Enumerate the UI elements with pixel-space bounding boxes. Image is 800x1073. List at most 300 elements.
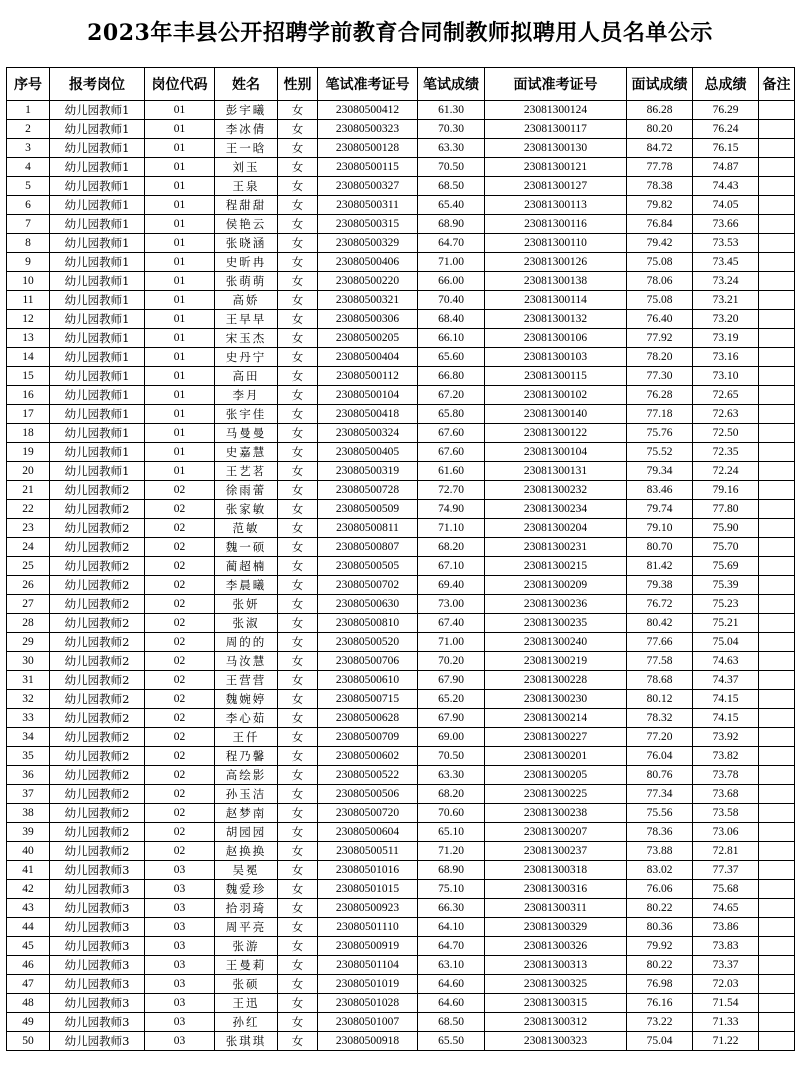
table-row (7, 329, 795, 348)
cell-name: 程乃馨 (215, 747, 278, 766)
cell-written-score: 67.10 (418, 557, 485, 576)
cell-name: 马曼曼 (215, 424, 278, 443)
cell-gender: 女 (278, 310, 318, 329)
cell-remarks (759, 557, 795, 576)
cell-written-exam-id: 23080500810 (318, 614, 418, 633)
cell-gender: 女 (278, 766, 318, 785)
cell-seq: 9 (7, 253, 50, 272)
cell-name: 范敏 (215, 519, 278, 538)
cell-position-code: 01 (145, 272, 215, 291)
cell-position: 幼儿园教师1 (50, 462, 145, 481)
cell-interview-score: 86.28 (627, 101, 693, 120)
cell-name: 高娇 (215, 291, 278, 310)
cell-gender: 女 (278, 101, 318, 120)
cell-written-exam-id: 23080500306 (318, 310, 418, 329)
cell-seq: 12 (7, 310, 50, 329)
cell-remarks (759, 329, 795, 348)
cell-interview-id: 23081300325 (485, 975, 627, 994)
cell-total-score: 73.86 (693, 918, 759, 937)
cell-written-score: 71.20 (418, 842, 485, 861)
cell-position: 幼儿园教师1 (50, 253, 145, 272)
table-row (7, 120, 795, 139)
cell-remarks (759, 842, 795, 861)
cell-seq: 27 (7, 595, 50, 614)
cell-written-exam-id: 23080500321 (318, 291, 418, 310)
cell-written-score: 66.30 (418, 899, 485, 918)
cell-position-code: 02 (145, 766, 215, 785)
cell-position-code: 02 (145, 500, 215, 519)
cell-interview-score: 78.32 (627, 709, 693, 728)
cell-interview-id: 23081300230 (485, 690, 627, 709)
cell-name: 李冰倩 (215, 120, 278, 139)
table-row (7, 899, 795, 918)
cell-position-code: 03 (145, 918, 215, 937)
cell-written-score: 65.50 (418, 1032, 485, 1051)
cell-written-exam-id: 23080500509 (318, 500, 418, 519)
cell-name: 张游 (215, 937, 278, 956)
cell-written-exam-id: 23080500706 (318, 652, 418, 671)
cell-seq: 50 (7, 1032, 50, 1051)
cell-written-score: 65.80 (418, 405, 485, 424)
cell-written-score: 72.70 (418, 481, 485, 500)
cell-position-code: 01 (145, 120, 215, 139)
cell-total-score: 72.03 (693, 975, 759, 994)
cell-written-exam-id: 23080500715 (318, 690, 418, 709)
table-row (7, 291, 795, 310)
cell-total-score: 75.68 (693, 880, 759, 899)
cell-interview-id: 23081300113 (485, 196, 627, 215)
cell-interview-id: 23081300122 (485, 424, 627, 443)
cell-interview-score: 76.84 (627, 215, 693, 234)
cell-interview-score: 79.10 (627, 519, 693, 538)
cell-position: 幼儿园教师2 (50, 519, 145, 538)
cell-interview-id: 23081300124 (485, 101, 627, 120)
cell-seq: 3 (7, 139, 50, 158)
table-row (7, 766, 795, 785)
cell-position-code: 01 (145, 177, 215, 196)
cell-position-code: 03 (145, 975, 215, 994)
cell-position-code: 01 (145, 329, 215, 348)
table-row (7, 538, 795, 557)
cell-remarks (759, 177, 795, 196)
cell-written-score: 64.10 (418, 918, 485, 937)
cell-name: 王曼莉 (215, 956, 278, 975)
cell-gender: 女 (278, 291, 318, 310)
cell-seq: 4 (7, 158, 50, 177)
cell-written-exam-id: 23080500220 (318, 272, 418, 291)
cell-interview-id: 23081300237 (485, 842, 627, 861)
cell-written-score: 68.90 (418, 861, 485, 880)
cell-interview-score: 76.72 (627, 595, 693, 614)
cell-written-exam-id: 23080500807 (318, 538, 418, 557)
cell-remarks (759, 823, 795, 842)
cell-interview-id: 23081300207 (485, 823, 627, 842)
cell-interview-score: 80.76 (627, 766, 693, 785)
cell-interview-id: 23081300130 (485, 139, 627, 158)
cell-name: 张淑 (215, 614, 278, 633)
cell-total-score: 72.65 (693, 386, 759, 405)
cell-seq: 6 (7, 196, 50, 215)
cell-written-score: 66.10 (418, 329, 485, 348)
table-row (7, 158, 795, 177)
cell-interview-id: 23081300238 (485, 804, 627, 823)
cell-written-exam-id: 23080500918 (318, 1032, 418, 1051)
cell-interview-id: 23081300240 (485, 633, 627, 652)
cell-gender: 女 (278, 253, 318, 272)
cell-gender: 女 (278, 462, 318, 481)
cell-interview-id: 23081300115 (485, 367, 627, 386)
cell-gender: 女 (278, 500, 318, 519)
cell-remarks (759, 215, 795, 234)
cell-interview-id: 23081300214 (485, 709, 627, 728)
cell-written-exam-id: 23080501110 (318, 918, 418, 937)
cell-total-score: 75.04 (693, 633, 759, 652)
cell-total-score: 72.81 (693, 842, 759, 861)
cell-remarks (759, 1013, 795, 1032)
cell-name: 王艺茗 (215, 462, 278, 481)
cell-written-exam-id: 23080500315 (318, 215, 418, 234)
cell-total-score: 73.10 (693, 367, 759, 386)
cell-written-score: 70.30 (418, 120, 485, 139)
table-row (7, 481, 795, 500)
cell-interview-id: 23081300138 (485, 272, 627, 291)
cell-total-score: 73.21 (693, 291, 759, 310)
cell-seq: 32 (7, 690, 50, 709)
cell-remarks (759, 462, 795, 481)
cell-seq: 15 (7, 367, 50, 386)
cell-interview-score: 77.30 (627, 367, 693, 386)
cell-written-score: 73.00 (418, 595, 485, 614)
cell-position: 幼儿园教师1 (50, 310, 145, 329)
cell-interview-id: 23081300114 (485, 291, 627, 310)
cell-position: 幼儿园教师1 (50, 272, 145, 291)
cell-written-exam-id: 23080500919 (318, 937, 418, 956)
cell-remarks (759, 424, 795, 443)
cell-written-score: 70.20 (418, 652, 485, 671)
cell-seq: 39 (7, 823, 50, 842)
cell-interview-id: 23081300127 (485, 177, 627, 196)
cell-seq: 29 (7, 633, 50, 652)
cell-position-code: 02 (145, 804, 215, 823)
cell-interview-id: 23081300205 (485, 766, 627, 785)
cell-total-score: 74.63 (693, 652, 759, 671)
cell-written-exam-id: 23080500602 (318, 747, 418, 766)
cell-name: 王一晗 (215, 139, 278, 158)
cell-written-exam-id: 23080500728 (318, 481, 418, 500)
cell-seq: 5 (7, 177, 50, 196)
cell-position-code: 01 (145, 310, 215, 329)
cell-total-score: 74.15 (693, 690, 759, 709)
cell-total-score: 73.68 (693, 785, 759, 804)
cell-interview-score: 78.06 (627, 272, 693, 291)
cell-total-score: 72.63 (693, 405, 759, 424)
cell-position: 幼儿园教师2 (50, 766, 145, 785)
cell-position-code: 02 (145, 633, 215, 652)
cell-remarks (759, 785, 795, 804)
cell-total-score: 72.50 (693, 424, 759, 443)
cell-interview-id: 23081300215 (485, 557, 627, 576)
cell-interview-id: 23081300103 (485, 348, 627, 367)
cell-interview-score: 76.28 (627, 386, 693, 405)
table-row (7, 937, 795, 956)
cell-written-exam-id: 23080500505 (318, 557, 418, 576)
cell-gender: 女 (278, 367, 318, 386)
cell-position: 幼儿园教师2 (50, 500, 145, 519)
cell-gender: 女 (278, 1032, 318, 1051)
cell-position: 幼儿园教师3 (50, 899, 145, 918)
cell-interview-score: 78.38 (627, 177, 693, 196)
table-row (7, 652, 795, 671)
table-row (7, 709, 795, 728)
cell-interview-id: 23081300132 (485, 310, 627, 329)
cell-written-score: 71.10 (418, 519, 485, 538)
cell-interview-id: 23081300106 (485, 329, 627, 348)
cell-position: 幼儿园教师3 (50, 918, 145, 937)
cell-interview-score: 80.70 (627, 538, 693, 557)
cell-total-score: 73.58 (693, 804, 759, 823)
cell-total-score: 75.70 (693, 538, 759, 557)
cell-written-exam-id: 23080500323 (318, 120, 418, 139)
cell-seq: 42 (7, 880, 50, 899)
cell-interview-id: 23081300104 (485, 443, 627, 462)
cell-interview-id: 23081300236 (485, 595, 627, 614)
cell-written-exam-id: 23080500418 (318, 405, 418, 424)
cell-name: 蔺超楠 (215, 557, 278, 576)
cell-written-exam-id: 23080501016 (318, 861, 418, 880)
cell-remarks (759, 633, 795, 652)
cell-position: 幼儿园教师2 (50, 671, 145, 690)
cell-position: 幼儿园教师2 (50, 709, 145, 728)
table-row (7, 177, 795, 196)
cell-position-code: 02 (145, 481, 215, 500)
table-row (7, 519, 795, 538)
cell-remarks (759, 443, 795, 462)
cell-name: 孙玉洁 (215, 785, 278, 804)
cell-position-code: 01 (145, 196, 215, 215)
cell-position: 幼儿园教师2 (50, 785, 145, 804)
cell-remarks (759, 538, 795, 557)
table-row (7, 234, 795, 253)
cell-position-code: 01 (145, 405, 215, 424)
cell-written-exam-id: 23080500610 (318, 671, 418, 690)
cell-interview-score: 77.66 (627, 633, 693, 652)
cell-gender: 女 (278, 538, 318, 557)
cell-name: 彭宇曦 (215, 101, 278, 120)
cell-name: 史嘉慧 (215, 443, 278, 462)
cell-gender: 女 (278, 880, 318, 899)
cell-total-score: 73.19 (693, 329, 759, 348)
table-row (7, 690, 795, 709)
cell-gender: 女 (278, 690, 318, 709)
cell-seq: 37 (7, 785, 50, 804)
cell-name: 刘玉 (215, 158, 278, 177)
cell-written-exam-id: 23080500205 (318, 329, 418, 348)
cell-gender: 女 (278, 234, 318, 253)
cell-total-score: 73.45 (693, 253, 759, 272)
cell-written-exam-id: 23080500604 (318, 823, 418, 842)
cell-name: 王营营 (215, 671, 278, 690)
cell-interview-score: 79.42 (627, 234, 693, 253)
cell-written-exam-id: 23080500628 (318, 709, 418, 728)
cell-gender: 女 (278, 899, 318, 918)
cell-total-score: 73.37 (693, 956, 759, 975)
cell-position-code: 01 (145, 291, 215, 310)
cell-remarks (759, 728, 795, 747)
cell-remarks (759, 196, 795, 215)
cell-written-exam-id: 23080500112 (318, 367, 418, 386)
cell-position: 幼儿园教师1 (50, 234, 145, 253)
cell-position: 幼儿园教师2 (50, 823, 145, 842)
cell-name: 侯艳云 (215, 215, 278, 234)
cell-remarks (759, 481, 795, 500)
cell-seq: 23 (7, 519, 50, 538)
cell-written-exam-id: 23080500720 (318, 804, 418, 823)
cell-interview-score: 80.22 (627, 956, 693, 975)
header-gender: 性别 (278, 68, 318, 101)
cell-written-exam-id: 23080500709 (318, 728, 418, 747)
cell-written-score: 63.30 (418, 766, 485, 785)
cell-position: 幼儿园教师2 (50, 481, 145, 500)
cell-interview-id: 23081300311 (485, 899, 627, 918)
cell-total-score: 77.80 (693, 500, 759, 519)
cell-position-code: 03 (145, 956, 215, 975)
cell-remarks (759, 101, 795, 120)
cell-written-exam-id: 23080500511 (318, 842, 418, 861)
cell-written-exam-id: 23080500329 (318, 234, 418, 253)
cell-name: 孙红 (215, 1013, 278, 1032)
cell-position: 幼儿园教师2 (50, 747, 145, 766)
cell-position-code: 02 (145, 576, 215, 595)
cell-written-score: 61.60 (418, 462, 485, 481)
cell-interview-score: 75.76 (627, 424, 693, 443)
cell-seq: 34 (7, 728, 50, 747)
cell-position: 幼儿园教师1 (50, 405, 145, 424)
cell-remarks (759, 899, 795, 918)
cell-written-score: 74.90 (418, 500, 485, 519)
cell-seq: 13 (7, 329, 50, 348)
table-row (7, 633, 795, 652)
cell-total-score: 75.39 (693, 576, 759, 595)
cell-remarks (759, 576, 795, 595)
table-row (7, 747, 795, 766)
cell-seq: 18 (7, 424, 50, 443)
cell-name: 李心茹 (215, 709, 278, 728)
table-row (7, 918, 795, 937)
cell-interview-id: 23081300318 (485, 861, 627, 880)
cell-gender: 女 (278, 709, 318, 728)
cell-seq: 17 (7, 405, 50, 424)
cell-total-score: 72.24 (693, 462, 759, 481)
cell-seq: 8 (7, 234, 50, 253)
cell-interview-id: 23081300121 (485, 158, 627, 177)
cell-written-score: 64.70 (418, 937, 485, 956)
cell-position-code: 01 (145, 253, 215, 272)
table-row (7, 557, 795, 576)
cell-remarks (759, 405, 795, 424)
table-row (7, 576, 795, 595)
cell-interview-score: 79.74 (627, 500, 693, 519)
cell-total-score: 73.16 (693, 348, 759, 367)
cell-interview-id: 23081300117 (485, 120, 627, 139)
cell-written-exam-id: 23080501019 (318, 975, 418, 994)
cell-remarks (759, 500, 795, 519)
cell-remarks (759, 310, 795, 329)
cell-position: 幼儿园教师1 (50, 329, 145, 348)
cell-written-exam-id: 23080500311 (318, 196, 418, 215)
cell-written-exam-id: 23080500128 (318, 139, 418, 158)
cell-interview-id: 23081300231 (485, 538, 627, 557)
cell-name: 王泉 (215, 177, 278, 196)
cell-gender: 女 (278, 671, 318, 690)
cell-interview-score: 78.20 (627, 348, 693, 367)
cell-position-code: 02 (145, 538, 215, 557)
cell-written-exam-id: 23080501104 (318, 956, 418, 975)
cell-written-score: 67.40 (418, 614, 485, 633)
cell-name: 赵换换 (215, 842, 278, 861)
cell-name: 张硕 (215, 975, 278, 994)
cell-remarks (759, 861, 795, 880)
cell-position: 幼儿园教师2 (50, 614, 145, 633)
cell-remarks (759, 348, 795, 367)
cell-position-code: 03 (145, 1013, 215, 1032)
cell-interview-id: 23081300326 (485, 937, 627, 956)
cell-name: 徐雨蕾 (215, 481, 278, 500)
cell-position-code: 01 (145, 424, 215, 443)
cell-written-exam-id: 23080500506 (318, 785, 418, 804)
cell-remarks (759, 671, 795, 690)
cell-seq: 25 (7, 557, 50, 576)
cell-written-exam-id: 23080500630 (318, 595, 418, 614)
cell-remarks (759, 386, 795, 405)
cell-position-code: 02 (145, 709, 215, 728)
cell-position-code: 01 (145, 443, 215, 462)
table-row (7, 880, 795, 899)
cell-gender: 女 (278, 120, 318, 139)
cell-name: 魏一硕 (215, 538, 278, 557)
cell-interview-score: 78.36 (627, 823, 693, 842)
table-header-row (7, 68, 795, 101)
cell-position: 幼儿园教师1 (50, 443, 145, 462)
cell-position-code: 01 (145, 101, 215, 120)
table-row (7, 614, 795, 633)
cell-total-score: 73.06 (693, 823, 759, 842)
cell-remarks (759, 253, 795, 272)
cell-interview-id: 23081300235 (485, 614, 627, 633)
cell-seq: 19 (7, 443, 50, 462)
cell-position-code: 01 (145, 234, 215, 253)
table-row (7, 462, 795, 481)
cell-remarks (759, 158, 795, 177)
cell-total-score: 74.87 (693, 158, 759, 177)
table-row (7, 671, 795, 690)
cell-interview-id: 23081300329 (485, 918, 627, 937)
cell-written-score: 68.90 (418, 215, 485, 234)
cell-interview-score: 79.38 (627, 576, 693, 595)
cell-written-score: 67.60 (418, 443, 485, 462)
cell-interview-score: 76.16 (627, 994, 693, 1013)
cell-name: 张家敏 (215, 500, 278, 519)
cell-total-score: 73.82 (693, 747, 759, 766)
cell-position-code: 02 (145, 747, 215, 766)
cell-seq: 38 (7, 804, 50, 823)
cell-written-exam-id: 23080500923 (318, 899, 418, 918)
table-row (7, 804, 795, 823)
cell-total-score: 75.21 (693, 614, 759, 633)
cell-position-code: 02 (145, 652, 215, 671)
table-row (7, 595, 795, 614)
cell-position-code: 01 (145, 367, 215, 386)
cell-written-exam-id: 23080500319 (318, 462, 418, 481)
